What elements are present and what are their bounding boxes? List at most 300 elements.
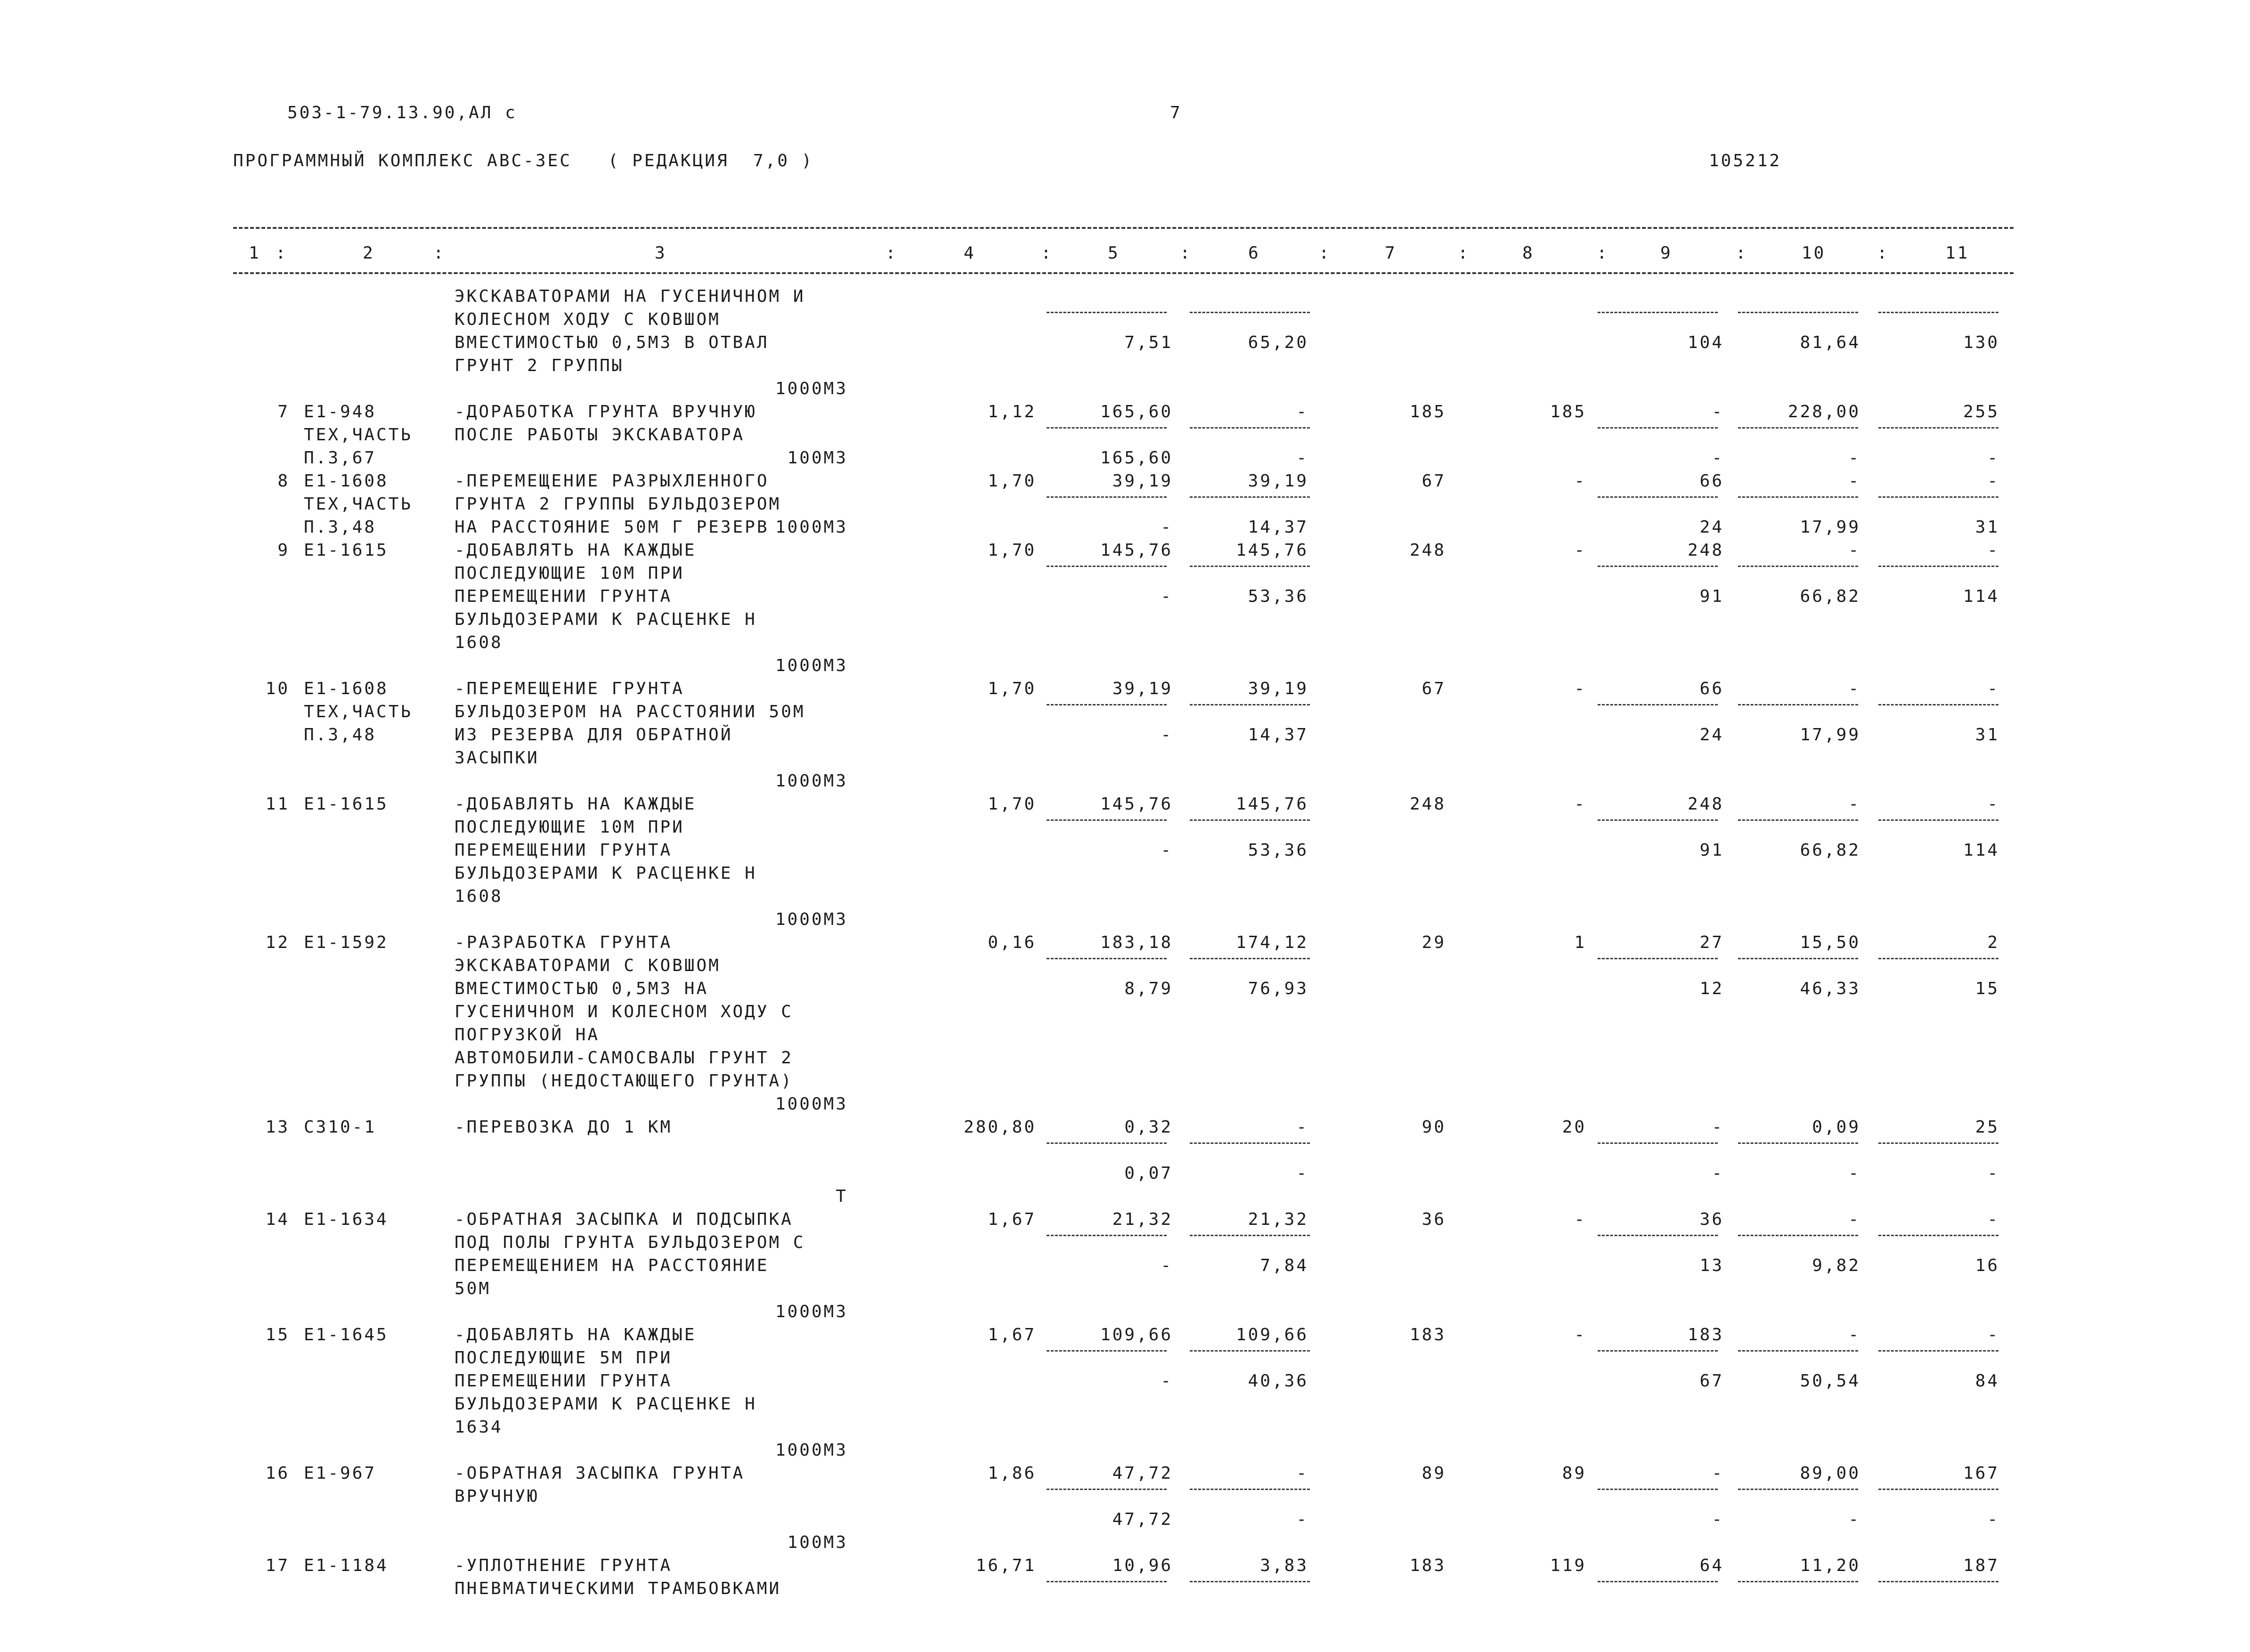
cell-c7: 29	[1421, 933, 1446, 952]
row-description: 50М	[455, 1279, 491, 1298]
column-separator: :	[1041, 243, 1053, 263]
cell-c11-bottom: -	[1987, 1164, 1999, 1183]
value-divider	[1738, 819, 1858, 821]
column-separator: :	[885, 243, 898, 263]
header-rule-top	[233, 227, 2014, 229]
row-number: 11	[265, 794, 290, 814]
cell-c9-bottom: -	[1712, 1510, 1724, 1529]
row-number: 8	[277, 471, 290, 491]
cell-c8: -	[1574, 471, 1586, 491]
cell-c8: -	[1574, 541, 1586, 560]
row-description: ВРУЧНУЮ	[455, 1487, 539, 1506]
row-description: 1608	[455, 887, 503, 906]
row-number: 16	[265, 1464, 290, 1483]
cell-c8: 1	[1574, 933, 1586, 952]
value-divider	[1047, 496, 1167, 498]
cell-c6-top: 109,66	[1235, 1325, 1308, 1344]
cell-c10-bottom: -	[1848, 1164, 1860, 1183]
cell-c5-bottom: 165,60	[1100, 448, 1173, 468]
row-description: ПЕРЕМЕЩЕНИИ ГРУНТА	[455, 1371, 673, 1391]
cell-c9-top: 27	[1699, 933, 1724, 952]
row-description: -УПЛОТНЕНИЕ ГРУНТА	[455, 1556, 673, 1575]
cell-c10-bottom: 17,99	[1800, 518, 1860, 537]
cell-c10-top: 89,00	[1800, 1464, 1860, 1483]
cell-c5-bottom: 8,79	[1124, 979, 1173, 998]
value-divider	[1190, 312, 1310, 313]
row-description: АВТОМОБИЛИ-САМОСВАЛЫ ГРУНТ 2	[455, 1048, 793, 1068]
row-code: Е1-1615	[304, 541, 389, 560]
cell-c5-top: 109,66	[1100, 1325, 1173, 1344]
cell-c10-top: -	[1848, 679, 1860, 698]
row-unit: 1000М3	[775, 1441, 848, 1460]
row-description: 1634	[455, 1417, 503, 1437]
value-divider	[1598, 1489, 1718, 1490]
cell-c4: 280,80	[963, 1118, 1036, 1137]
value-divider	[1878, 819, 1998, 821]
cell-c9-top: -	[1712, 1464, 1724, 1483]
value-divider	[1738, 704, 1858, 705]
value-divider	[1598, 427, 1718, 429]
cell-c7: 183	[1409, 1556, 1446, 1575]
cell-c11-bottom: 31	[1975, 518, 1999, 537]
cell-c5-bottom: -	[1161, 1256, 1173, 1275]
value-divider	[1047, 1142, 1167, 1144]
value-divider	[1878, 1235, 1998, 1236]
cell-c6-bottom: 53,36	[1248, 587, 1308, 606]
column-separator: :	[1180, 243, 1192, 263]
cell-c6-top: 174,12	[1235, 933, 1308, 952]
row-description: БУЛЬДОЗЕРОМ НА РАССТОЯНИИ 50М	[455, 702, 805, 721]
value-divider	[1047, 427, 1167, 429]
value-divider	[1878, 1489, 1998, 1490]
cell-c8: -	[1574, 794, 1586, 814]
cell-c10-bottom: 17,99	[1800, 725, 1860, 745]
column-header-6: 6	[1248, 243, 1260, 263]
cell-c4: 16,71	[975, 1556, 1036, 1575]
row-description: ВМЕСТИМОСТЬЮ 0,5М3 В ОТВАЛ	[455, 333, 769, 352]
row-unit: Т	[836, 1187, 848, 1206]
cell-c10-bottom: 50,54	[1800, 1371, 1860, 1391]
value-divider	[1190, 1235, 1310, 1236]
cell-c4: 1,70	[988, 794, 1036, 814]
column-header-7: 7	[1385, 243, 1397, 263]
value-divider	[1598, 1581, 1718, 1582]
value-divider	[1190, 704, 1310, 705]
cell-c6-top: 145,76	[1235, 541, 1308, 560]
cell-c7: 185	[1409, 402, 1446, 421]
cell-c6-bottom: 40,36	[1248, 1371, 1308, 1391]
cell-c10-top: -	[1848, 541, 1860, 560]
column-header-3: 3	[655, 243, 667, 263]
cell-c11-bottom: 114	[1963, 587, 1999, 606]
cell-c11-bottom: 16	[1975, 1256, 1999, 1275]
value-divider	[1738, 1350, 1858, 1352]
cell-c6-bottom: 14,37	[1248, 518, 1308, 537]
row-description: ПОСЛЕДУЮЩИЕ 5М ПРИ	[455, 1348, 673, 1368]
cell-c6-top: 3,83	[1260, 1556, 1308, 1575]
value-divider	[1047, 1581, 1167, 1582]
document-number: 105212	[1709, 151, 1782, 170]
value-divider	[1738, 427, 1858, 429]
column-header-8: 8	[1522, 243, 1535, 263]
row-code: Е1-1608	[304, 471, 389, 491]
cell-c9-bottom: 91	[1699, 587, 1724, 606]
cell-c9-bottom: 67	[1699, 1371, 1724, 1391]
value-divider	[1598, 958, 1718, 959]
row-code: Е1-1645	[304, 1325, 389, 1344]
cell-c6-bottom: 14,37	[1248, 725, 1308, 745]
row-number: 17	[265, 1556, 290, 1575]
cell-c11-top: 25	[1975, 1118, 1999, 1137]
column-separator: :	[1458, 243, 1470, 263]
value-divider	[1190, 1142, 1310, 1144]
value-divider	[1878, 427, 1998, 429]
value-divider	[1190, 427, 1310, 429]
row-description: ГРУППЫ (НЕДОСТАЮЩЕГО ГРУНТА)	[455, 1071, 793, 1091]
row-code: П.3,48	[304, 518, 377, 537]
cell-c10-top: 228,00	[1787, 402, 1860, 421]
cell-c5-top: 39,19	[1112, 679, 1173, 698]
column-header-5: 5	[1108, 243, 1120, 263]
cell-c5-top: 145,76	[1100, 794, 1173, 814]
cell-c9-bottom: -	[1712, 1164, 1724, 1183]
cell-c9-top: 248	[1687, 541, 1724, 560]
row-description: -ДОБАВЛЯТЬ НА КАЖДЫЕ	[455, 541, 697, 560]
cell-c10-bottom: 66,82	[1800, 587, 1860, 606]
cell-c8: 89	[1562, 1464, 1586, 1483]
column-separator: :	[276, 243, 288, 263]
cell-c4: 1,70	[988, 679, 1036, 698]
cell-c9-top: 64	[1699, 1556, 1724, 1575]
row-description: ПЕРЕМЕЩЕНИЕМ НА РАССТОЯНИЕ	[455, 1256, 769, 1275]
row-description: ИЗ РЕЗЕРВА ДЛЯ ОБРАТНОЙ	[455, 725, 733, 745]
row-description: -ДОБАВЛЯТЬ НА КАЖДЫЕ	[455, 1325, 697, 1344]
row-code: Е1-948	[304, 402, 377, 421]
cell-c11-bottom: 130	[1963, 333, 1999, 352]
cell-c11-bottom: 15	[1975, 979, 1999, 998]
value-divider	[1047, 1350, 1167, 1352]
column-header-4: 4	[964, 243, 976, 263]
row-description: -ДОБАВЛЯТЬ НА КАЖДЫЕ	[455, 794, 697, 814]
value-divider	[1598, 819, 1718, 821]
cell-c5-bottom: -	[1161, 587, 1173, 606]
cell-c5-bottom: -	[1161, 1371, 1173, 1391]
column-separator: :	[1736, 243, 1748, 263]
row-number: 13	[265, 1118, 290, 1137]
value-divider	[1738, 566, 1858, 567]
row-description: ПОГРУЗКОЙ НА	[455, 1025, 600, 1045]
value-divider	[1047, 819, 1167, 821]
row-description: -ПЕРЕМЕЩЕНИЕ РАЗРЫХЛЕННОГО	[455, 471, 769, 491]
cell-c11-bottom: 114	[1963, 841, 1999, 860]
row-unit: 1000М3	[775, 910, 848, 929]
value-divider	[1190, 496, 1310, 498]
cell-c9-bottom: 104	[1687, 333, 1724, 352]
row-description: ПОД ПОЛЫ ГРУНТА БУЛЬДОЗЕРОМ С	[455, 1233, 805, 1252]
cell-c5-top: 47,72	[1112, 1464, 1173, 1483]
cell-c4: 1,67	[988, 1325, 1036, 1344]
cell-c7: 183	[1409, 1325, 1446, 1344]
value-divider	[1190, 1350, 1310, 1352]
cell-c11-top: 255	[1963, 402, 1999, 421]
row-code: Е1-1615	[304, 794, 389, 814]
row-unit: 100М3	[787, 448, 848, 468]
cell-c6-top: 21,32	[1248, 1210, 1308, 1229]
value-divider	[1738, 1235, 1858, 1236]
column-separator: :	[1319, 243, 1331, 263]
cell-c10-top: 15,50	[1800, 933, 1860, 952]
row-description: -РАЗРАБОТКА ГРУНТА	[455, 933, 673, 952]
page-number: 7	[1170, 103, 1182, 122]
cell-c11-top: -	[1987, 541, 1999, 560]
row-unit: 1000М3	[775, 1094, 848, 1114]
row-description: ЗАСЫПКИ	[455, 748, 539, 768]
row-number: 14	[265, 1210, 290, 1229]
row-unit: 1000М3	[775, 656, 848, 675]
row-description: -ПЕРЕМЕЩЕНИЕ ГРУНТА	[455, 679, 684, 698]
cell-c5-top: 0,32	[1124, 1118, 1173, 1137]
value-divider	[1598, 1235, 1718, 1236]
row-unit: 1000М3	[775, 1302, 848, 1321]
value-divider	[1878, 1142, 1998, 1144]
cell-c5-bottom: -	[1161, 725, 1173, 745]
row-code: П.3,67	[304, 448, 377, 468]
row-description: КОЛЕСНОМ ХОДУ С КОВШОМ	[455, 310, 721, 329]
cell-c4: 1,12	[988, 402, 1036, 421]
column-header-10: 10	[1802, 243, 1826, 263]
row-code: Е1-1608	[304, 679, 389, 698]
row-description: ПНЕВМАТИЧЕСКИМИ ТРАМБОВКАМИ	[455, 1579, 781, 1598]
cell-c4: 1,70	[988, 471, 1036, 491]
cell-c11-top: -	[1987, 471, 1999, 491]
cell-c6-top: 39,19	[1248, 679, 1308, 698]
cell-c6-bottom: -	[1296, 1164, 1308, 1183]
column-header-11: 11	[1945, 243, 1970, 263]
row-description: БУЛЬДОЗЕРАМИ К РАСЦЕНКЕ Н	[455, 864, 757, 883]
row-code: Е1-967	[304, 1464, 377, 1483]
cell-c5-top: 183,18	[1100, 933, 1173, 952]
cell-c6-top: -	[1296, 1464, 1308, 1483]
cell-c5-top: 39,19	[1112, 471, 1173, 491]
value-divider	[1738, 312, 1858, 313]
row-description: -ДОРАБОТКА ГРУНТА ВРУЧНУЮ	[455, 402, 757, 421]
cell-c6-bottom: 7,84	[1260, 1256, 1308, 1275]
cell-c11-bottom: 84	[1975, 1371, 1999, 1391]
cell-c7: 67	[1421, 471, 1446, 491]
cell-c5-bottom: -	[1161, 841, 1173, 860]
row-description: ПОСЛЕДУЮЩИЕ 10М ПРИ	[455, 818, 684, 837]
cell-c9-bottom: -	[1712, 448, 1724, 468]
value-divider	[1598, 496, 1718, 498]
column-header-9: 9	[1660, 243, 1673, 263]
cell-c10-top: -	[1848, 1210, 1860, 1229]
row-description: ГУСЕНИЧНОМ И КОЛЕСНОМ ХОДУ С	[455, 1002, 793, 1021]
value-divider	[1047, 312, 1167, 313]
cell-c11-top: -	[1987, 1210, 1999, 1229]
value-divider	[1878, 1350, 1998, 1352]
value-divider	[1878, 958, 1998, 959]
value-divider	[1190, 566, 1310, 567]
cell-c10-bottom: 66,82	[1800, 841, 1860, 860]
cell-c11-top: 2	[1987, 933, 1999, 952]
row-description: 1608	[455, 633, 503, 652]
cell-c10-bottom: -	[1848, 1510, 1860, 1529]
cell-c6-top: -	[1296, 1118, 1308, 1137]
value-divider	[1598, 566, 1718, 567]
program-title: ПРОГРАММНЫЙ КОМПЛЕКС АВС-3ЕС ( РЕДАКЦИЯ 7,0 )	[233, 151, 814, 170]
cell-c6-bottom: 76,93	[1248, 979, 1308, 998]
cell-c6-top: -	[1296, 402, 1308, 421]
cell-c9-top: -	[1712, 1118, 1724, 1137]
row-description: ГРУНТ 2 ГРУППЫ	[455, 356, 624, 375]
cell-c10-top: -	[1848, 471, 1860, 491]
value-divider	[1047, 566, 1167, 567]
cell-c11-top: 167	[1963, 1464, 1999, 1483]
row-description: ЭКСКАВАТОРАМИ С КОВШОМ	[455, 956, 721, 975]
cell-c6-bottom: 53,36	[1248, 841, 1308, 860]
row-unit: 1000М3	[775, 771, 848, 791]
cell-c7: 248	[1409, 794, 1446, 814]
value-divider	[1738, 496, 1858, 498]
value-divider	[1598, 312, 1718, 313]
value-divider	[1738, 1142, 1858, 1144]
cell-c8: 185	[1550, 402, 1586, 421]
cell-c8: 20	[1562, 1118, 1586, 1137]
cell-c11-bottom: -	[1987, 1510, 1999, 1529]
value-divider	[1598, 1142, 1718, 1144]
value-divider	[1598, 1350, 1718, 1352]
cell-c10-bottom: 9,82	[1812, 1256, 1860, 1275]
row-description: -ПЕРЕВОЗКА ДО 1 КМ	[455, 1118, 673, 1137]
value-divider	[1047, 1235, 1167, 1236]
value-divider	[1598, 704, 1718, 705]
value-divider	[1047, 958, 1167, 959]
cell-c9-bottom: 24	[1699, 518, 1724, 537]
value-divider	[1190, 958, 1310, 959]
cell-c8: -	[1574, 679, 1586, 698]
cell-c4: 1,67	[988, 1210, 1036, 1229]
row-code: ТЕХ,ЧАСТЬ	[304, 425, 413, 445]
value-divider	[1047, 704, 1167, 705]
row-code: Е1-1184	[304, 1556, 389, 1575]
cell-c5-top: 21,32	[1112, 1210, 1173, 1229]
column-header-2: 2	[363, 243, 375, 263]
cell-c5-top: 10,96	[1112, 1556, 1173, 1575]
cell-c6-top: 145,76	[1235, 794, 1308, 814]
row-description: -ОБРАТНАЯ ЗАСЫПКА И ПОДСЫПКА	[455, 1210, 793, 1229]
cell-c10-top: 0,09	[1812, 1118, 1860, 1137]
cell-c10-top: -	[1848, 1325, 1860, 1344]
value-divider	[1878, 496, 1998, 498]
cell-c10-bottom: 81,64	[1800, 333, 1860, 352]
cell-c11-top: -	[1987, 1325, 1999, 1344]
cell-c6-bottom: 65,20	[1248, 333, 1308, 352]
value-divider	[1190, 819, 1310, 821]
cell-c5-top: 165,60	[1100, 402, 1173, 421]
cell-c9-top: 66	[1699, 679, 1724, 698]
cell-c10-top: 11,20	[1800, 1556, 1860, 1575]
row-description: БУЛЬДОЗЕРАМИ К РАСЦЕНКЕ Н	[455, 1394, 757, 1414]
cell-c4: 1,86	[988, 1464, 1036, 1483]
value-divider	[1738, 1489, 1858, 1490]
row-description: ЭКСКАВАТОРАМИ НА ГУСЕНИЧНОМ И	[455, 287, 805, 306]
value-divider	[1047, 1489, 1167, 1490]
cell-c5-bottom: 0,07	[1124, 1164, 1173, 1183]
cell-c5-bottom: 47,72	[1112, 1510, 1173, 1529]
column-separator: :	[433, 243, 446, 263]
cell-c9-top: 36	[1699, 1210, 1724, 1229]
row-description: ПОСЛЕ РАБОТЫ ЭКСКАВАТОРА	[455, 425, 745, 445]
row-description: ВМЕСТИМОСТЬЮ 0,5М3 НА	[455, 979, 709, 998]
column-separator: :	[1597, 243, 1609, 263]
row-description: -ОБРАТНАЯ ЗАСЫПКА ГРУНТА	[455, 1464, 745, 1483]
value-divider	[1738, 958, 1858, 959]
column-separator: :	[1877, 243, 1889, 263]
row-number: 7	[277, 402, 290, 421]
cell-c9-bottom: 24	[1699, 725, 1724, 745]
cell-c11-bottom: -	[1987, 448, 1999, 468]
cell-c6-top: 39,19	[1248, 471, 1308, 491]
cell-c7: 89	[1421, 1464, 1446, 1483]
cell-c11-bottom: 31	[1975, 725, 1999, 745]
row-unit: 100М3	[787, 1533, 848, 1552]
cell-c8: 119	[1550, 1556, 1586, 1575]
cell-c11-top: -	[1987, 679, 1999, 698]
value-divider	[1738, 1581, 1858, 1582]
value-divider	[1878, 566, 1998, 567]
cell-c8: -	[1574, 1210, 1586, 1229]
value-divider	[1878, 704, 1998, 705]
row-number: 10	[265, 679, 290, 698]
cell-c6-bottom: -	[1296, 1510, 1308, 1529]
row-number: 12	[265, 933, 290, 952]
cell-c9-top: 66	[1699, 471, 1724, 491]
row-description: НА РАССТОЯНИЕ 50М Г РЕЗЕРВ	[455, 518, 769, 537]
cell-c10-bottom: 46,33	[1800, 979, 1860, 998]
row-description: ГРУНТА 2 ГРУППЫ БУЛЬДОЗЕРОМ	[455, 494, 781, 514]
cell-c10-bottom: -	[1848, 448, 1860, 468]
row-code: П.3,48	[304, 725, 377, 745]
cell-c9-bottom: 13	[1699, 1256, 1724, 1275]
row-number: 9	[277, 541, 290, 560]
header-rule-bottom	[233, 272, 2014, 274]
row-description: БУЛЬДОЗЕРАМИ К РАСЦЕНКЕ Н	[455, 610, 757, 629]
cell-c9-top: 183	[1687, 1325, 1724, 1344]
value-divider	[1190, 1581, 1310, 1582]
row-code: Е1-1634	[304, 1210, 389, 1229]
row-unit: 1000М3	[775, 518, 848, 537]
cell-c10-top: -	[1848, 794, 1860, 814]
row-code: ТЕХ,ЧАСТЬ	[304, 702, 413, 721]
cell-c9-bottom: 12	[1699, 979, 1724, 998]
cell-c9-top: 248	[1687, 794, 1724, 814]
row-description: ПОСЛЕДУЮЩИЕ 10М ПРИ	[455, 564, 684, 583]
cell-c7: 36	[1421, 1210, 1446, 1229]
cell-c7: 90	[1421, 1118, 1446, 1137]
cell-c5-bottom: 7,51	[1124, 333, 1173, 352]
row-number: 15	[265, 1325, 290, 1344]
row-unit: 1000М3	[775, 379, 848, 398]
value-divider	[1190, 1489, 1310, 1490]
cell-c7: 67	[1421, 679, 1446, 698]
cell-c9-top: -	[1712, 402, 1724, 421]
cell-c8: -	[1574, 1325, 1586, 1344]
row-code: С310-1	[304, 1118, 377, 1137]
cell-c11-top: -	[1987, 794, 1999, 814]
cell-c7: 248	[1409, 541, 1446, 560]
cell-c4: 1,70	[988, 541, 1036, 560]
cell-c4: 0,16	[988, 933, 1036, 952]
